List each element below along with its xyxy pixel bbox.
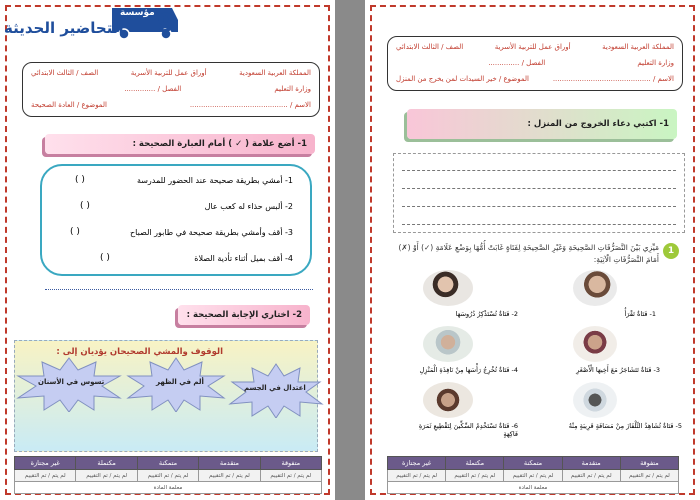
q1-item: 2- ألبس حذاء له كعب عال xyxy=(204,202,293,211)
header-grade: الصف / الثالث الابتدائي xyxy=(31,69,99,77)
header-name: الاسم / ............................................ xyxy=(552,75,674,83)
eval-cell[interactable]: لم يتم / تم التقييم xyxy=(504,470,562,482)
answer-star-option[interactable] xyxy=(14,356,124,412)
eval-cell[interactable]: لم يتم / تم التقييم xyxy=(15,470,76,482)
writing-line xyxy=(402,224,676,225)
eval-header: متمكنة xyxy=(137,457,198,470)
eval-header: مكتملة xyxy=(76,457,137,470)
girl-studying-photo xyxy=(423,270,473,306)
answer-star-option[interactable] xyxy=(124,356,228,412)
writing-line xyxy=(402,170,676,171)
eval-footer: معلمة المادة xyxy=(388,482,679,494)
worksheet-page-left xyxy=(0,0,335,500)
star-label: تسوس في الأسنان xyxy=(38,378,105,386)
answer-paren[interactable]: ( ) xyxy=(70,227,80,237)
eval-footer: معلمة المادة xyxy=(15,482,322,494)
girls-arguing-photo xyxy=(573,326,617,362)
eval-cell[interactable]: لم يتم / تم التقييم xyxy=(260,470,321,482)
answer-paren[interactable]: ( ) xyxy=(75,175,85,185)
q2-prompt: الوقوف والمشي الصحيحان يؤديان إلى : xyxy=(56,347,223,357)
question-number-badge: 1 xyxy=(663,243,679,259)
eval-header: غير مجتازة xyxy=(15,457,76,470)
logo-line1: مؤسسة xyxy=(120,8,155,18)
eval-header: متقدمة xyxy=(199,457,260,470)
eval-cell[interactable]: لم يتم / تم التقييم xyxy=(199,470,260,482)
eval-cell[interactable]: لم يتم / تم التقييم xyxy=(620,470,678,482)
star-label: ألم في الظهر xyxy=(156,378,204,386)
section-title-q1: 1- أضع علامة ( ✓ ) أمام العبارة الصحيحة : xyxy=(45,134,315,154)
svg-text:9: 9 xyxy=(157,9,176,39)
girl-reading-photo xyxy=(573,270,617,306)
q1-item: 3- أقف وأمشي بطريقة صحيحة في طابور الصباح xyxy=(129,228,293,237)
girl-knife-photo xyxy=(423,382,473,418)
header-kingdom: المملكة العربية السعودية xyxy=(239,69,311,77)
header-ministry: وزارة التعليم xyxy=(637,59,674,67)
header-kingdom: المملكة العربية السعودية xyxy=(602,43,674,51)
girl-tv-photo xyxy=(573,382,617,418)
photo-caption: 6- فَتَاةٌ تَسْتَخْدِمُ السِّكِّينَ لِتَقْطِيعِ ثَمَرَةِ فَاكِهَةٍ xyxy=(418,422,518,438)
writing-line xyxy=(402,206,676,207)
header-class: الفصل / .............. xyxy=(124,85,182,93)
evaluation-table xyxy=(14,456,322,494)
header-class: الفصل / .............. xyxy=(488,59,546,67)
eval-cell[interactable]: لم يتم / تم التقييم xyxy=(562,470,620,482)
eval-header: غير مجتازة xyxy=(388,457,446,470)
eval-header: متقدمة xyxy=(562,457,620,470)
eval-cell[interactable]: لم يتم / تم التقييم xyxy=(76,470,137,482)
section-title-q1: 1- اكتبي دعاء الخروج من المنزل : xyxy=(407,109,677,139)
q2-instruction: مَيِّزِي بَيْنَ التَّصَرُّفَاتِ الصَّحِيحَةِ وَغَيْرِ الصَّحِيحَةِ لِفَتَاةٍ غَابَتْ أُمُّهَا بِوَضْعِ عَلَامَةِ (✓) أَوْ (✗) أَمَامَ التَّصَرُّفَاتِ الْآتِيَةِ: xyxy=(398,243,659,264)
answer-paren[interactable]: ( ) xyxy=(100,253,110,263)
girl-window-photo xyxy=(423,326,473,362)
header-subject: أوراق عمل للتربية الأسرية xyxy=(494,43,571,51)
eval-header: متمكنة xyxy=(504,457,562,470)
eval-header: متفوقة xyxy=(620,457,678,470)
photo-caption: 1- فَتَاةٌ تَقْرَأُ xyxy=(624,310,656,318)
answer-star-option[interactable] xyxy=(228,362,324,418)
photo-caption: 4- فَتَاةٌ تُخْرِجُ رَأْسَهَا مِنْ نَافِذَةِ الْمَنْزِلِ xyxy=(419,366,518,374)
header-subject: أوراق عمل للتربية الأسرية xyxy=(130,69,207,77)
photo-caption: 2- فَتَاةٌ تُسْتَذْكِرُ دُرُوسَهَا xyxy=(455,310,518,318)
eval-header: متفوقة xyxy=(260,457,321,470)
answer-paren[interactable]: ( ) xyxy=(80,201,90,211)
eval-cell[interactable]: لم يتم / تم التقييم xyxy=(446,470,504,482)
eval-cell[interactable]: لم يتم / تم التقييم xyxy=(137,470,198,482)
writing-line xyxy=(402,188,676,189)
header-ministry: وزارة التعليم xyxy=(274,85,311,93)
photo-caption: 3- فَتَاةٌ تَتَشَاجَرُ مَعَ أَخِيهَا الْأَصْغَرِ xyxy=(576,366,660,374)
section-title-q2: 2- اختاري الإجابة الصحيحة : xyxy=(178,305,310,325)
header-grade: الصف / الثالث الابتدائي xyxy=(396,43,464,51)
header-name: الاسم / ............................................ xyxy=(189,101,311,109)
header-topic: الموضوع / خير السيدات لمن يخرج من المنزل xyxy=(396,75,529,83)
eval-header: مكتملة xyxy=(446,457,504,470)
q1-item: 1- أمشي بطريقة صحيحة عند الحضور للمدرسة xyxy=(136,176,293,185)
header-topic: الموضوع / العادة الصحيحة xyxy=(31,101,107,109)
worksheet-page-right xyxy=(365,0,700,500)
header-box xyxy=(387,36,683,91)
evaluation-table xyxy=(387,456,679,494)
star-label: اعتدال في الجسم xyxy=(244,384,306,392)
logo-line2: التحاضير الحديثة xyxy=(4,19,124,37)
header-box xyxy=(22,62,320,117)
q1-item: 4- أقف بميل أثناء تأدية الصلاة xyxy=(194,254,293,263)
eval-cell[interactable]: لم يتم / تم التقييم xyxy=(388,470,446,482)
photo-caption: 5- فَتَاةٌ تُشَاهِدُ التِّلْفَازَ مِنْ مَسَافَةٍ قَرِيبَةٍ مِنْهُ xyxy=(568,422,682,430)
divider xyxy=(45,289,313,290)
writing-area[interactable] xyxy=(393,153,685,233)
brand-logo xyxy=(2,2,182,42)
